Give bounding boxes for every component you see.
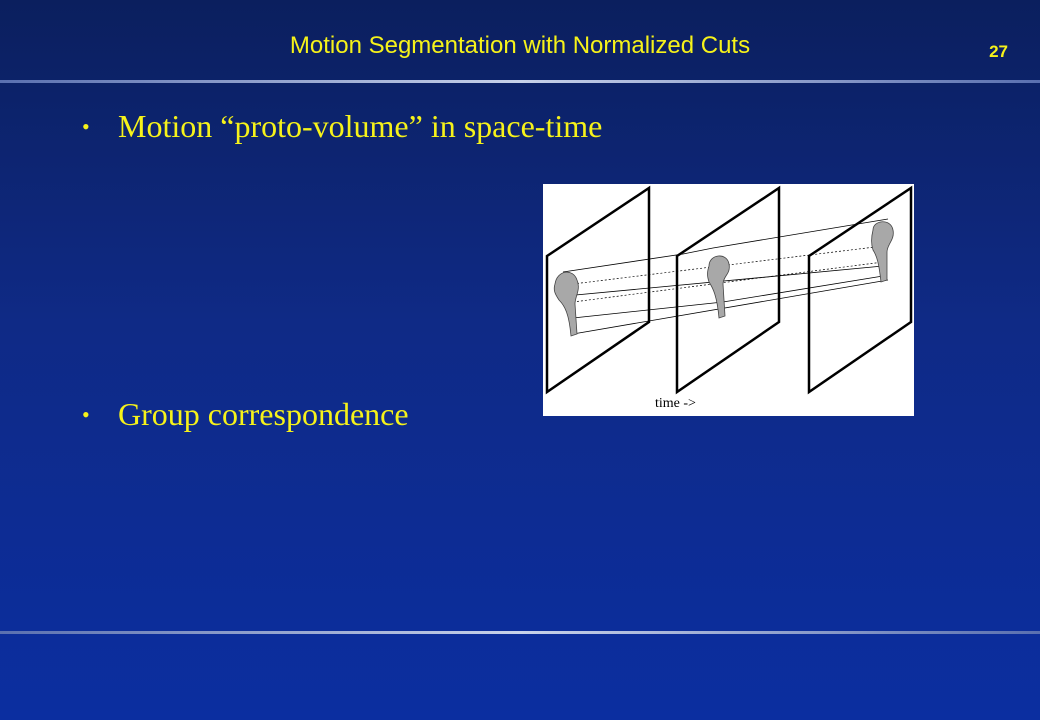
bullet-dot-icon: •: [82, 401, 90, 427]
volume-dotted-lines: [573, 246, 883, 302]
bottom-divider: [0, 631, 1040, 634]
top-divider: [0, 80, 1040, 83]
slide-number: 27: [989, 42, 1008, 61]
bullet-dot-icon: •: [82, 113, 90, 139]
time-frame-planes: [547, 188, 911, 392]
bullet-text: Motion “proto-volume” in space-time: [118, 108, 603, 144]
space-time-diagram: [543, 184, 914, 416]
object-blobs: [554, 222, 893, 336]
figure-caption: time ->: [655, 396, 696, 411]
bullet-item: [82, 396, 409, 433]
bullet-text: Group correspondence: [118, 396, 409, 432]
bullet-item: [82, 108, 602, 145]
slide-title: Motion Segmentation with Normalized Cuts: [289, 32, 751, 59]
proto-volume-figure: [543, 184, 914, 416]
